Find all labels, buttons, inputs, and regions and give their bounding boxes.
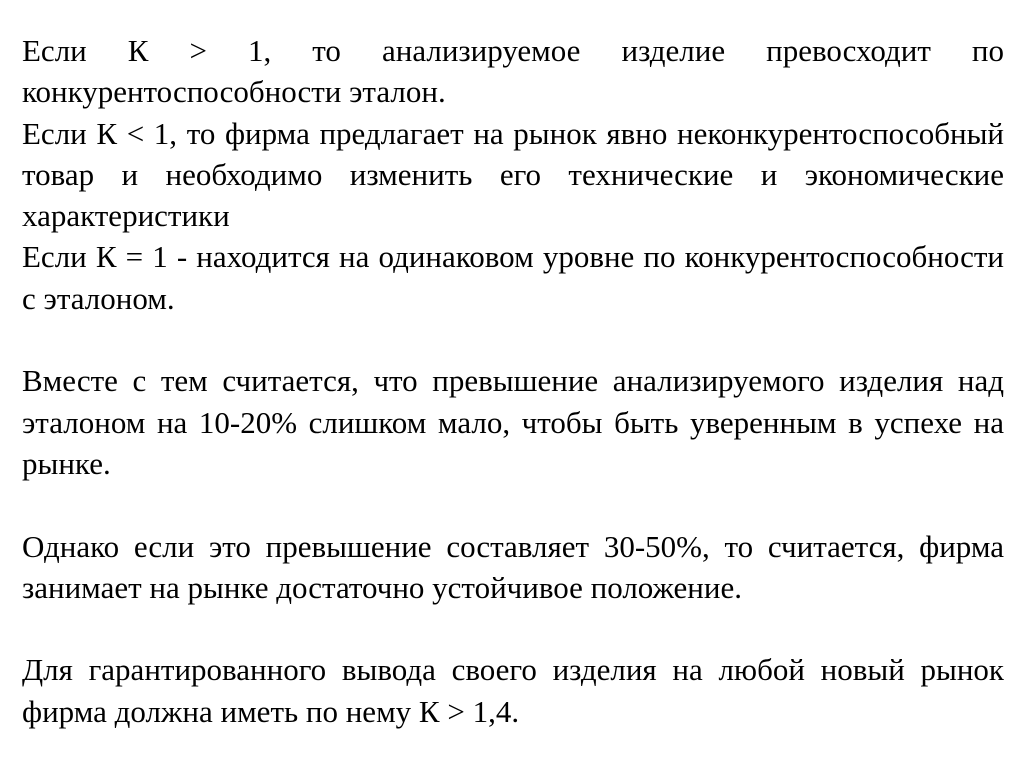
paragraph-k-greater-than-1: Если К > 1, то анализируемое изделие превосходит по конкурентоспособности эталон. [22, 33, 1004, 110]
paragraph-k-greater-than-1-4: Для гарантированного вывода своего изделия на любой новый рынок фирма должна иметь по нему К > 1,4. [22, 652, 1004, 729]
paragraph-10-20-percent: Вместе с тем считается, что превышение анализируемого изделия над эталоном на 10-20% слишком мало, чтобы быть уверенным в успехе на рынке. [22, 363, 1004, 481]
paragraph-k-less-than-1: Если К < 1, то фирма предлагает на рынок явно неконкурентоспособный товар и необходимо изменить его технические и экономические характеристики [22, 115, 1004, 234]
paragraph-spacer [22, 484, 1004, 525]
paragraph-30-50-percent: Однако если это превышение составляет 30-50%, то считается, фирма занимает на рынке достаточно устойчивое положение. [22, 528, 1004, 605]
paragraph-spacer [22, 608, 1004, 649]
paragraph-spacer [22, 319, 1004, 360]
paragraph-k-equals-1: Если К = 1 - находится на одинаковом уровне по конкурентоспособности с эталоном. [22, 239, 1004, 316]
document-body [22, 30, 1004, 732]
